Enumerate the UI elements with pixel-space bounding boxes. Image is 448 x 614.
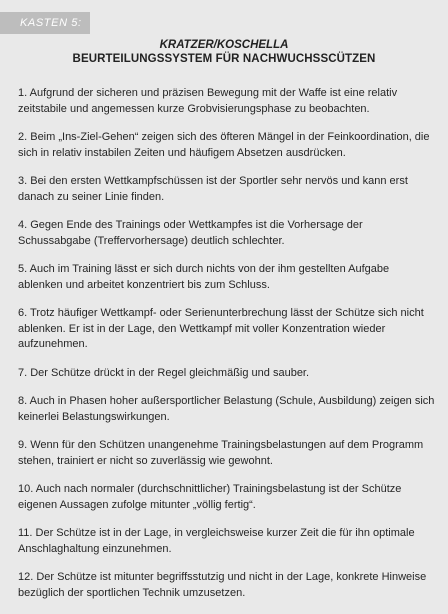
list-item: 2. Beim „Ins-Ziel-Gehen“ zeigen sich des öfteren Mängel in der Feinkoordination, die sich in relativ instabilen Zeiten und häufigem Absetzen ausdrücken. <box>18 131 430 159</box>
list-item: 7. Der Schütze drückt in der Regel gleichmäßig und sauber. <box>18 366 310 379</box>
list-item: 8. Auch in Phasen hoher außersportlicher Belastung (Schule, Ausbildung) zeigen sich keinerlei Belastungswirkungen. <box>18 395 435 423</box>
list-item: 1. Aufgrund der sicheren und präzisen Bewegung mit der Waffe ist eine relativ zeitstabile und angemessen kurze Grobvisierungsphase zu beobachten. <box>18 87 398 115</box>
list-item: 9. Wenn für den Schützen unangenehme Trainingsbelastungen auf dem Programm stehen, trainiert er nicht so zuverlässig wie gewohnt. <box>18 439 424 467</box>
list-item: 3. Bei den ersten Wettkampfschüssen ist der Sportler sehr nervös und kann erst danach zu seiner Linie finden. <box>18 175 408 203</box>
list-item: 6. Trotz häufiger Wettkampf- oder Serienunterbrechung lässt der Schütze sich nicht ablenken. Er ist in der Lage, den Wettkampf mit voller Konzentration wieder aufzunehmen. <box>18 307 424 350</box>
document-title: BEURTEILUNGSSYSTEM FÜR NACHWUCHSSCÜTZEN <box>72 53 376 65</box>
list-item: 5. Auch im Training lässt er sich durch nichts von der ihm gestellten Aufgabe ablenken und arbeitet konzentriert bis zum Schluss. <box>18 263 390 291</box>
list-item: 10. Auch nach normaler (durchschnittlicher) Trainingsbelastung ist der Schütze eigenen Aussagen zufolge mitunter „völlig fertig“. <box>18 483 402 511</box>
list-item: 12. Der Schütze ist mitunter begriffsstutzig und nicht in der Lage, konkrete Hinweise bezüglich der sportlichen Technik umzusetzen. <box>18 571 427 599</box>
criteria-list <box>18 86 436 614</box>
list-item: 11. Der Schütze ist in der Lage, in vergleichsweise kurzer Zeit die für ihn optimale Anschlaghaltung einzunehmen. <box>18 527 415 555</box>
box-label: KASTEN 5: <box>0 12 90 34</box>
list-item: 4. Gegen Ende des Trainings oder Wettkampfes ist die Vorhersage der Schussabgabe (Treffervorhersage) deutlich schlechter. <box>18 219 363 247</box>
authors-line: KRATZER/KOSCHELLA <box>159 39 289 51</box>
document-header <box>0 38 448 67</box>
